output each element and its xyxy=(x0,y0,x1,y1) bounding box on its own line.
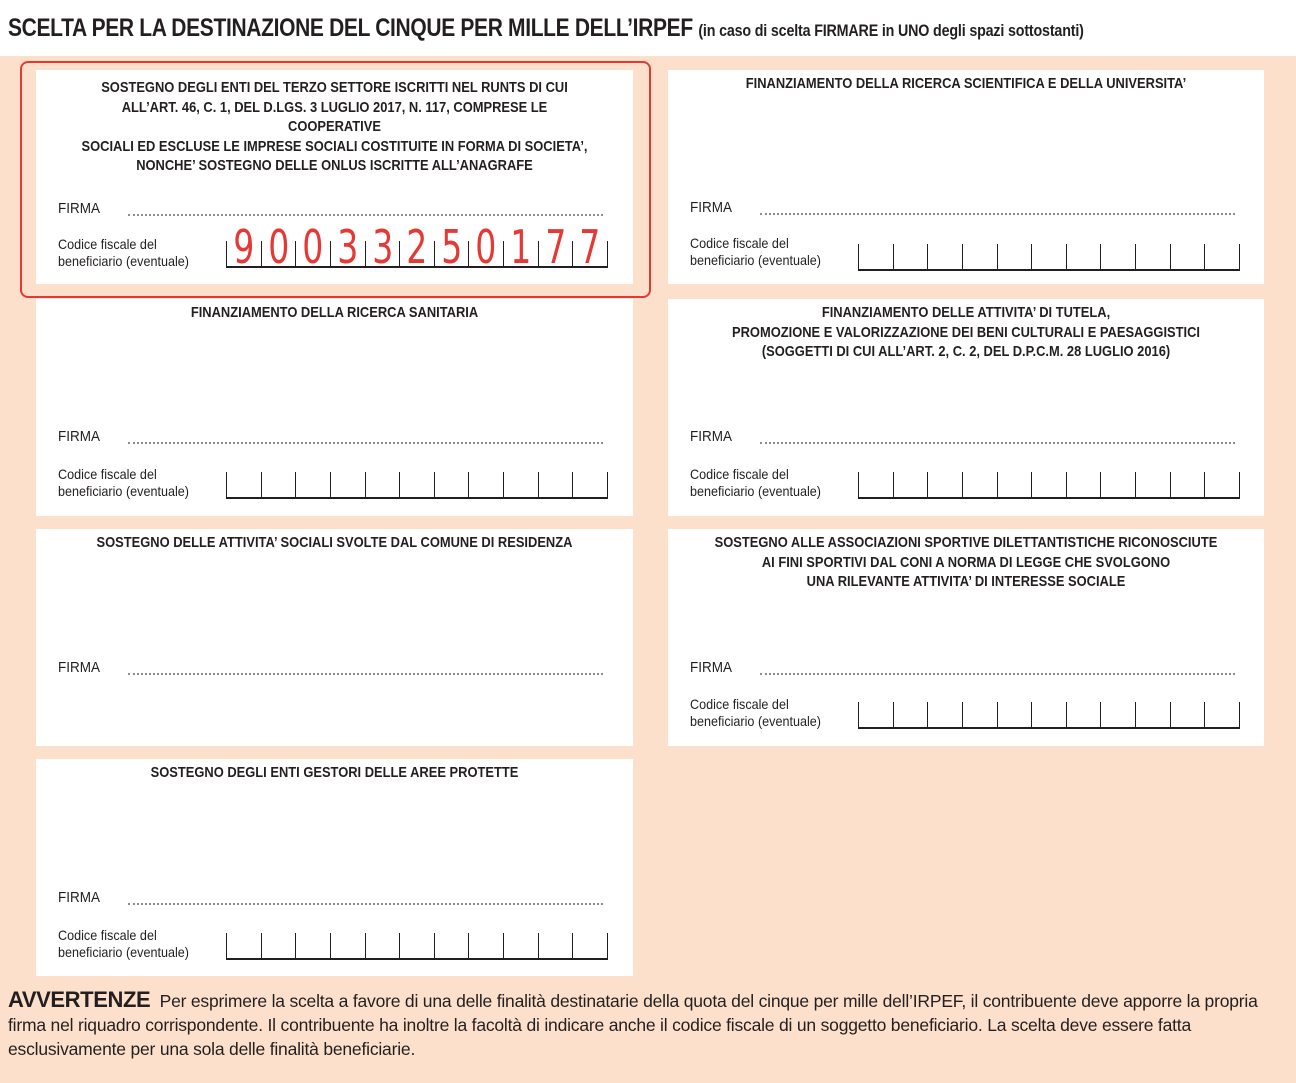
cf-digit-cell[interactable] xyxy=(1100,702,1135,727)
cf-digit: 1 xyxy=(510,220,532,274)
firma-signature-field[interactable] xyxy=(128,673,603,675)
cf-digit-cell[interactable] xyxy=(503,933,538,958)
selected-section-highlight xyxy=(20,61,651,298)
cf-digit: 9 xyxy=(233,220,255,274)
cf-digit-cell[interactable] xyxy=(226,933,261,958)
section-title: SOSTEGNO ALLE ASSOCIAZIONI SPORTIVE DILETTANTISTICHE RICONOSCIUTE AI FINI SPORTIVI DAL CONI A NORMA DI LEGGE CHE SVOLGONO UNA RILEVANTE ATTIVITA’ DI INTERESSE SOCIALE xyxy=(714,534,1218,590)
cf-digit-cell[interactable] xyxy=(226,472,261,497)
cf-digit: 2 xyxy=(406,220,428,274)
cf-digit-cell[interactable] xyxy=(997,244,1032,269)
cf-digit-cell[interactable] xyxy=(893,702,928,727)
cf-digit-cell[interactable] xyxy=(927,702,962,727)
cf-digit-cell[interactable] xyxy=(1135,472,1170,497)
firma-signature-field[interactable] xyxy=(128,903,603,905)
codice-fiscale-label: Codice fiscale del beneficiario (eventuale) xyxy=(690,466,821,499)
cf-digit-cell[interactable] xyxy=(893,472,928,497)
cf-digit-cell[interactable] xyxy=(295,933,330,958)
firma-label: FIRMA xyxy=(58,428,101,445)
cf-digit-cell[interactable] xyxy=(538,472,573,497)
cf-digit-cell[interactable] xyxy=(1204,244,1240,269)
cf-digit: 0 xyxy=(267,220,289,274)
warning-title: AVVERTENZE xyxy=(8,987,151,1012)
form-title: SCELTA PER LA DESTINAZIONE DEL CINQUE PER MILLE DELL’IRPEF (in caso di scelta FIRMARE in UNO degli spazi sottostanti) xyxy=(8,14,1084,42)
cf-digit: 5 xyxy=(441,220,463,274)
cf-digit-cell[interactable] xyxy=(1066,472,1101,497)
section-title: FINANZIAMENTO DELLA RICERCA SCIENTIFICA E DELLA UNIVERSITA’ xyxy=(745,75,1187,92)
cf-digit-cell[interactable] xyxy=(365,933,400,958)
cf-digit-cell[interactable] xyxy=(572,933,608,958)
cf-digit: 0 xyxy=(302,220,324,274)
firma-label: FIRMA xyxy=(690,428,733,445)
firma-label: FIRMA xyxy=(58,889,101,906)
cf-digit-cell[interactable] xyxy=(1170,702,1205,727)
section-associazioni-sportive xyxy=(668,529,1264,746)
cf-digit-cell[interactable] xyxy=(1031,472,1066,497)
cf-digit-cell[interactable] xyxy=(330,933,365,958)
section-ricerca-sanitaria xyxy=(36,299,633,516)
firma-signature-field[interactable] xyxy=(128,442,603,444)
cf-digit-cell[interactable] xyxy=(1204,702,1240,727)
codice-fiscale-field[interactable] xyxy=(226,472,608,499)
section-title: SOSTEGNO DEGLI ENTI GESTORI DELLE AREE PROTETTE xyxy=(150,764,519,781)
section-comune-residenza xyxy=(36,529,633,746)
section-title: SOSTEGNO DEGLI ENTI DEL TERZO SETTORE ISCRITTI NEL RUNTS DI CUI ALL’ART. 46, C. 1, DEL D.LGS. 3 LUGLIO 2017, N. 117, COMPRESE LE COOPERATIVE SOCIALI ED ESCLUSE LE IMPRESE SOCIALI COSTITUITE IN FORMA DI SOCIETA’, NONCHE’ SOSTEGNO DELLE ONLUS ISCRITTE ALL’ANAGRAFE xyxy=(81,79,588,174)
cf-digit-cell[interactable] xyxy=(927,244,962,269)
cf-digit-cell[interactable] xyxy=(1031,244,1066,269)
cf-digit-cell[interactable] xyxy=(503,472,538,497)
cf-digit-cell[interactable] xyxy=(1100,472,1135,497)
codice-fiscale-field[interactable] xyxy=(858,244,1240,271)
firma-label: FIRMA xyxy=(690,659,733,676)
cf-digit-cell[interactable] xyxy=(434,472,469,497)
cf-digit: 7 xyxy=(579,220,601,274)
cf-digit: 3 xyxy=(371,220,393,274)
cf-digit-cell[interactable] xyxy=(858,702,893,727)
firma-signature-field[interactable] xyxy=(760,213,1235,215)
section-beni-culturali xyxy=(668,299,1264,516)
warning-text: Per esprimere la scelta a favore di una delle finalità destinatarie della quota del cinque per mille dell’IRPEF, il contribuente deve apporre la propria firma nel riquadro corrispondente. Il contribuente ha inoltre la facoltà di indicare anche il codice fiscale di un soggetto beneficiario. La scelta deve essere fatta esclusivamente per una sola delle finalità beneficiarie. xyxy=(8,991,1258,1059)
cf-digit-cell[interactable] xyxy=(330,472,365,497)
cf-digit-cell[interactable] xyxy=(1066,702,1101,727)
cf-digit-cell[interactable] xyxy=(365,472,400,497)
cf-digit-cell[interactable] xyxy=(261,933,296,958)
codice-fiscale-label: Codice fiscale del beneficiario (eventuale) xyxy=(58,236,189,269)
cf-digit-cell[interactable] xyxy=(1066,244,1101,269)
firma-label: FIRMA xyxy=(58,659,101,676)
cf-digit: 0 xyxy=(475,220,497,274)
form-header xyxy=(0,0,1296,56)
codice-fiscale-label: Codice fiscale del beneficiario (eventuale) xyxy=(58,466,189,499)
cf-digit-cell[interactable] xyxy=(1204,472,1240,497)
cf-digit-cell[interactable] xyxy=(1135,244,1170,269)
codice-fiscale-label: Codice fiscale del beneficiario (eventuale) xyxy=(58,927,189,960)
cf-digit-cell[interactable] xyxy=(1135,702,1170,727)
cf-digit-cell[interactable] xyxy=(1031,702,1066,727)
codice-fiscale-label: Codice fiscale del beneficiario (eventuale) xyxy=(690,696,821,729)
warning-notice xyxy=(8,988,1288,1061)
cf-digit-cell[interactable] xyxy=(962,244,997,269)
cf-digit: 7 xyxy=(545,220,567,274)
cf-digit-cell[interactable] xyxy=(572,472,608,497)
cf-digit: 3 xyxy=(337,220,359,274)
form-subtitle: (in caso di scelta FIRMARE in UNO degli spazi sottostanti) xyxy=(698,21,1084,40)
firma-signature-field[interactable] xyxy=(760,673,1235,675)
codice-fiscale-field[interactable] xyxy=(858,702,1240,729)
firma-label: FIRMA xyxy=(58,200,101,217)
cf-digit-cell[interactable] xyxy=(1170,244,1205,269)
firma-signature-field[interactable] xyxy=(760,442,1235,444)
section-title: SOSTEGNO DELLE ATTIVITA’ SOCIALI SVOLTE DAL COMUNE DI RESIDENZA xyxy=(96,534,573,551)
cf-digit-cell[interactable] xyxy=(399,472,434,497)
codice-fiscale-label: Codice fiscale del beneficiario (eventuale) xyxy=(690,235,821,268)
cf-digit-cell[interactable] xyxy=(1100,244,1135,269)
firma-label: FIRMA xyxy=(690,199,733,216)
cf-digit-cell[interactable] xyxy=(997,702,1032,727)
section-title: FINANZIAMENTO DELLA RICERCA SANITARIA xyxy=(190,304,479,321)
codice-fiscale-field[interactable] xyxy=(858,472,1240,499)
cf-digit-cell[interactable] xyxy=(962,472,997,497)
cf-digit-cell[interactable] xyxy=(858,244,893,269)
cf-digit-cell[interactable] xyxy=(858,472,893,497)
codice-fiscale-field[interactable] xyxy=(226,933,608,960)
cf-digit-cell[interactable] xyxy=(997,472,1032,497)
section-ricerca-universita xyxy=(668,70,1264,284)
cf-digit-cell[interactable] xyxy=(399,933,434,958)
section-aree-protette xyxy=(36,759,633,976)
section-title: FINANZIAMENTO DELLE ATTIVITA’ DI TUTELA, PROMOZIONE E VALORIZZAZIONE DEI BENI CULTURALI E PAESAGGISTICI (SOGGETTI DI CUI ALL’ART. 2, C. 2, DEL D.P.C.M. 28 LUGLIO 2016) xyxy=(731,304,1201,360)
cf-digit-cell[interactable] xyxy=(927,472,962,497)
cf-digit-cell[interactable] xyxy=(893,244,928,269)
cf-digit-cell[interactable] xyxy=(261,472,296,497)
cf-digit-cell[interactable] xyxy=(1170,472,1205,497)
cf-digit-cell[interactable] xyxy=(434,933,469,958)
cf-digit-cell[interactable] xyxy=(538,933,573,958)
cf-digit-cell[interactable] xyxy=(295,472,330,497)
cf-digit-cell[interactable] xyxy=(962,702,997,727)
cf-digit-cell[interactable] xyxy=(468,472,503,497)
cf-digit-cell[interactable] xyxy=(468,933,503,958)
